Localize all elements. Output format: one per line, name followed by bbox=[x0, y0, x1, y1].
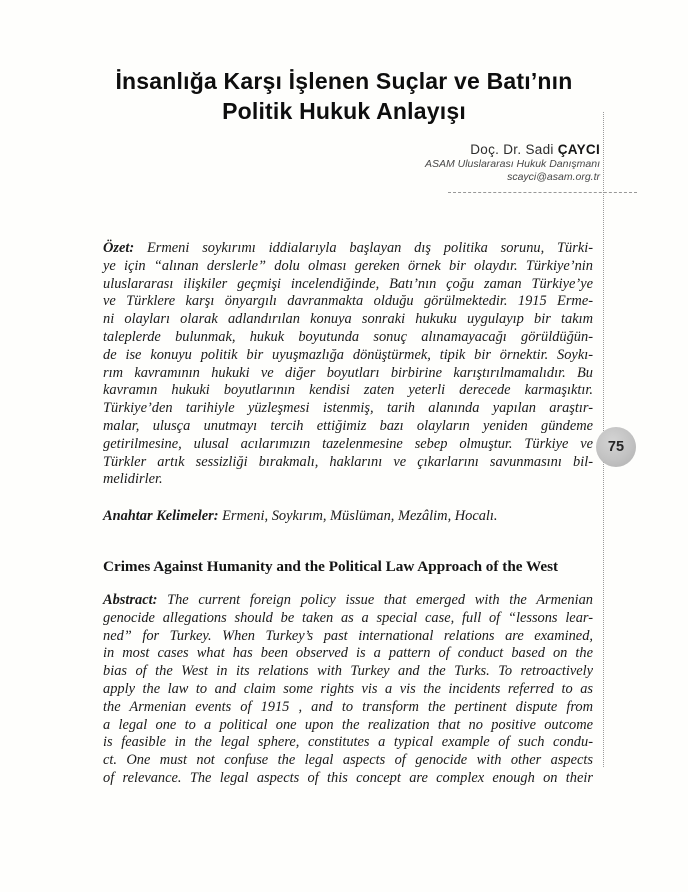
page-number: 75 bbox=[607, 439, 625, 455]
text-line: Türkler artık sessizliği bırakmalı, haklarını ve çıkarlarını savunmasını bil- bbox=[103, 453, 593, 470]
abstract-english bbox=[103, 592, 593, 788]
text-line: ned” for Turkey. When Turkey’s past international relations are examined, bbox=[103, 627, 593, 644]
ozet-label: Özet: bbox=[103, 240, 148, 256]
text-line: is feasible in the legal sphere, constitutes a typical example of such condu- bbox=[103, 734, 593, 751]
text-line: uluslararası ilişkiler geçmişi incelendiğinde, Batı’nın çoğu zaman Türkiye’ye bbox=[103, 275, 593, 292]
author-affiliation: ASAM Uluslararası Hukuk Danışmanı bbox=[424, 158, 600, 170]
abstract-turkish bbox=[103, 240, 593, 489]
text-line: The current foreign policy issue that emerged with the Armenian bbox=[167, 592, 593, 608]
article-title-line1: İnsanlığa Karşı İşlenen Suçlar ve Batı’nın bbox=[115, 68, 573, 94]
text-line: ve Türklere karşı önyargılı davranmakta olduğu görülmektedir. 1915 Erme- bbox=[103, 293, 593, 310]
keywords-label: Anahtar Kelimeler: bbox=[103, 508, 223, 524]
text-line: of relevance. The legal aspects of this concept are complex enough on their bbox=[103, 769, 593, 786]
text-line: malar, ulusça unutmayı tercih ettiğimiz bazı olayların yeniden gündeme bbox=[103, 417, 593, 434]
page-number-badge bbox=[596, 427, 636, 467]
author-name-prefix: Doç. Dr. Sadi bbox=[470, 142, 558, 157]
article-title bbox=[99, 66, 589, 126]
author-surname: ÇAYCI bbox=[557, 142, 600, 157]
text-line bbox=[103, 240, 593, 258]
article-title-line2: Politik Hukuk Anlayışı bbox=[222, 98, 466, 124]
text-line: taleplerde bulunmak, hukuk boyutunda sonuç alınamayacağı görüldüğün- bbox=[103, 328, 593, 345]
text-line: a legal one to a political one upon the realization that no positive outcome bbox=[103, 716, 593, 733]
text-line: ct. One must not confuse the legal aspects of genocide with other aspects bbox=[103, 752, 593, 769]
text-line: apply the law to and claim some rights vis a vis the incidents referred to as bbox=[103, 680, 593, 697]
text-line bbox=[103, 592, 593, 610]
text-line: rım kavramının hukuki ve diğer boyutları birbirine karıştırılmamalıdır. Bu bbox=[103, 364, 593, 381]
keywords-line bbox=[103, 508, 593, 526]
author-block bbox=[425, 142, 600, 183]
header-divider-rule bbox=[448, 192, 637, 193]
text-line: ye için “alınan derslerle” dolu olması gereken örnek bir olaydır. Türkiye’nin bbox=[103, 257, 593, 274]
text-line: melidirler. bbox=[103, 471, 163, 488]
text-line: getirilmesine, ulusal acılarımızın tazelenmesine sebep olmuştur. Türkiye ve bbox=[103, 435, 593, 452]
text-line: the Armenian events of 1915 , and to transform the pertinent dispute from bbox=[103, 698, 593, 715]
text-line: ni olayları olarak adlandırılan konuya sonraki hukuku uygulayıp bir takım bbox=[103, 311, 593, 328]
author-name bbox=[425, 142, 600, 158]
text-line: kavramın hukuki boyutlarının kendisi zaten yeterli derecede karmaşıktır. bbox=[103, 382, 593, 399]
abstract-label: Abstract: bbox=[103, 592, 168, 608]
text-line: in most cases what has been observed is a pattern of conduct based on the bbox=[103, 645, 593, 662]
text-line: Ermeni soykırımı iddialarıyla başlayan dış politika sorunu, Türki- bbox=[147, 240, 593, 256]
text-line: genocide allegations should be taken as a special case, full of “lessons lear- bbox=[103, 609, 593, 626]
text-line: bias of the West in its relations with Turkey and the Turks. To retroactively bbox=[103, 663, 593, 680]
text-line: de ise konuyu politik bir uyuşmazlığa dönüştürmek, tipik bir örnektir. Soykı- bbox=[103, 346, 593, 363]
author-email: scayci@asam.org.tr bbox=[507, 170, 600, 183]
keywords-text: Ermeni, Soykırım, Müslüman, Mezâlim, Hocalı. bbox=[222, 508, 498, 524]
text-line: Türkiye’den tarihiyle yüzleşmesi istenmiş, tarih alanında yapılan araştır- bbox=[103, 400, 593, 417]
english-title: Crimes Against Humanity and the Political Law Approach of the West bbox=[103, 558, 559, 575]
